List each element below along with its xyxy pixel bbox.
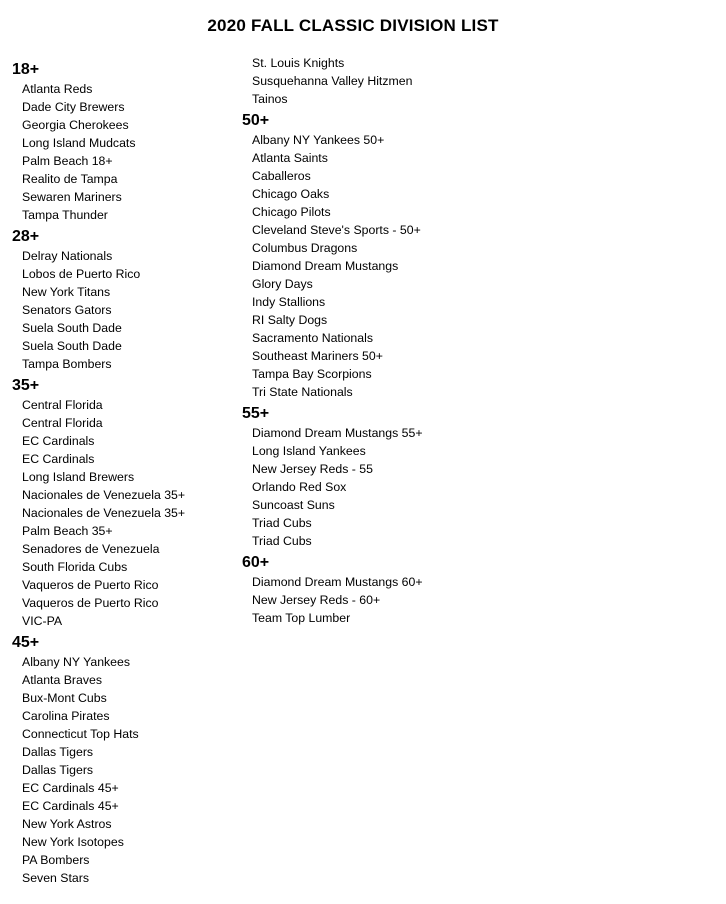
division-heading: 45+ [12,634,40,651]
division-section [12,60,185,224]
division-heading: 55+ [242,405,270,422]
team-list-item: New York Isotopes [22,835,124,849]
team-list-item: Sacramento Nationals [252,331,373,345]
team-list-item: South Florida Cubs [22,560,128,574]
team-list-item: Dade City Brewers [22,100,125,114]
team-list-item: Chicago Oaks [252,187,330,201]
team-list-item: Georgia Cherokees [22,118,129,132]
team-list-item: Long Island Mudcats [22,136,136,150]
team-list-item: Central Florida [22,398,103,412]
division-section [242,111,423,401]
page-title: 2020 FALL CLASSIC DIVISION LIST [207,16,499,35]
team-list-item: Senadores de Venezuela [22,542,160,556]
team-list-item: Delray Nationals [22,249,113,263]
team-list-item: PA Bombers [22,853,90,867]
team-list-item: Chicago Pilots [252,205,331,219]
team-list-item: Cleveland Steve's Sports - 50+ [252,223,421,237]
team-list-item: EC Cardinals 45+ [22,781,119,795]
team-list-item: Southeast Mariners 50+ [252,349,383,363]
team-list-item: Tampa Bombers [22,357,112,371]
team-list-item: Orlando Red Sox [252,480,347,494]
column-right [242,54,423,627]
team-list-item: Realito de Tampa [22,172,118,186]
team-list-item: New York Titans [22,285,111,299]
team-list-item: Atlanta Braves [22,673,102,687]
team-list-item: Atlanta Reds [22,82,93,96]
team-list-item: Bux-Mont Cubs [22,691,107,705]
team-list-item: Tri State Nationals [252,385,353,399]
team-list-item: Columbus Dragons [252,241,358,255]
team-list-item: Tampa Bay Scorpions [252,367,372,381]
division-heading: 50+ [242,112,270,129]
team-list-item: Nacionales de Venezuela 35+ [22,488,186,502]
team-list-item: Suncoast Suns [252,498,335,512]
team-list-item: Atlanta Saints [252,151,328,165]
team-list-item: Palm Beach 18+ [22,154,113,168]
team-list-item: St. Louis Knights [252,56,345,70]
team-list-item: Sewaren Mariners [22,190,122,204]
team-list-item: Seven Stars [22,871,89,885]
team-list-item: New York Astros [22,817,112,831]
division-heading: 28+ [12,228,40,245]
team-list-item: Vaqueros de Puerto Rico [22,578,159,592]
team-list-item: Dallas Tigers [22,745,94,759]
team-list-item: Glory Days [252,277,313,291]
team-list-item: Diamond Dream Mustangs 55+ [252,426,423,440]
team-list-item: EC Cardinals 45+ [22,799,119,813]
team-list-item: Suela South Dade [22,339,122,353]
team-list-item: Triad Cubs [252,534,312,548]
team-list-item: Central Florida [22,416,103,430]
division-section [242,54,423,108]
team-list-item: Suela South Dade [22,321,122,335]
division-section [242,404,423,550]
division-section [12,376,185,630]
team-list-item: Diamond Dream Mustangs 60+ [252,575,423,589]
team-list-item: Lobos de Puerto Rico [22,267,141,281]
team-list-item: New Jersey Reds - 60+ [252,593,381,607]
division-section [12,227,185,373]
team-list-item: Tainos [252,92,288,106]
division-heading: 60+ [242,554,270,571]
team-list-item: Palm Beach 35+ [22,524,113,538]
division-section [12,633,185,887]
team-list-item: Connecticut Top Hats [22,727,139,741]
division-heading: 35+ [12,377,40,394]
team-list-item: Albany NY Yankees [22,655,131,669]
team-list-item: Long Island Yankees [252,444,366,458]
column-left [12,60,185,887]
team-list-item: Indy Stallions [252,295,326,309]
team-list-item: EC Cardinals [22,434,95,448]
team-list-item: Triad Cubs [252,516,312,530]
team-list-item: Carolina Pirates [22,709,110,723]
team-list-item: New Jersey Reds - 55 [252,462,373,476]
team-list-item: Caballeros [252,169,311,183]
team-list-item: Diamond Dream Mustangs [252,259,399,273]
team-list-item: Vaqueros de Puerto Rico [22,596,159,610]
team-list-item: Susquehanna Valley Hitzmen [252,74,413,88]
team-list-item: Team Top Lumber [252,611,351,625]
team-list-item: Senators Gators [22,303,112,317]
team-list-item: Tampa Thunder [22,208,108,222]
division-heading: 18+ [12,61,40,78]
team-list-item: Albany NY Yankees 50+ [252,133,385,147]
division-section [242,553,423,627]
team-list-item: Dallas Tigers [22,763,94,777]
team-list-item: Nacionales de Venezuela 35+ [22,506,186,520]
team-list-item: EC Cardinals [22,452,95,466]
team-list-item: VIC-PA [22,614,63,628]
team-list-item: RI Salty Dogs [252,313,328,327]
team-list-item: Long Island Brewers [22,470,135,484]
